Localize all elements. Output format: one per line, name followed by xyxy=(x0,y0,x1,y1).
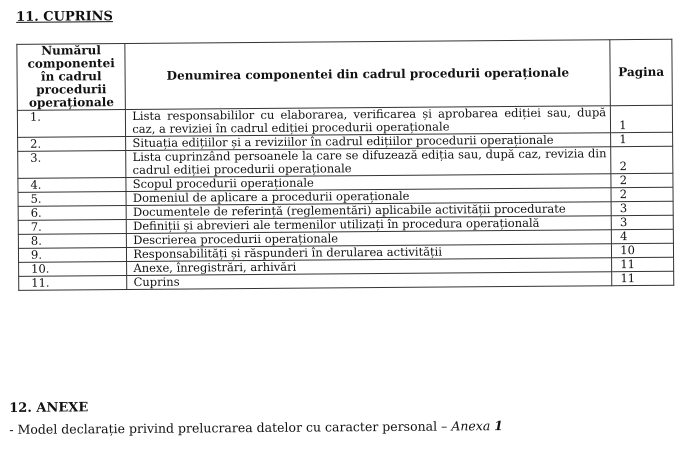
row-page: 2 xyxy=(611,187,673,201)
row-number: 5. xyxy=(18,192,126,207)
header-component-number: Numărul componentei în cadrul procedurii operaționale xyxy=(17,44,126,111)
row-name: Responsabilități și răspunderi în derularea activității xyxy=(127,244,612,262)
row-page: 3 xyxy=(611,201,673,215)
row-name: Definiții și abrevieri ale termenilor utilizați în procedura operațională xyxy=(127,216,612,234)
header-page: Pagina xyxy=(610,39,672,105)
row-name: Cuprins xyxy=(127,272,612,290)
row-number: 3. xyxy=(18,151,127,179)
annex-reference xyxy=(451,418,503,433)
row-number: 1. xyxy=(17,110,126,138)
row-page: 2 xyxy=(611,146,673,173)
row-name: Documentele de referință (reglementări) aplicabile activității procedurate xyxy=(126,202,611,220)
section-title-anexe: 12. ANEXE xyxy=(9,400,89,416)
row-number: 8. xyxy=(18,234,126,249)
row-name: Descrierea procedurii operaționale xyxy=(127,230,612,248)
annex-item xyxy=(9,418,503,437)
row-name: Situația edițiilor și a reviziilor în cadrul edițiilor procedurii operaționale xyxy=(126,133,611,151)
annex-reference-number: 1 xyxy=(494,418,503,434)
annex-reference-label: Anexa xyxy=(451,418,495,434)
section-title-cuprins: 11. CUPRINS xyxy=(16,9,113,25)
row-page: 10 xyxy=(612,243,674,257)
row-number: 6. xyxy=(18,206,126,221)
row-page: 11 xyxy=(612,271,674,285)
row-page: 1 xyxy=(611,105,673,132)
row-name: Lista responsabililor cu elaborarea, verificarea și aprobarea ediției sau, după caz, a reviziei în cadrul ediției procedurii operaționale xyxy=(126,106,611,137)
row-number: 4. xyxy=(18,178,126,193)
row-name: Anexe, înregistrări, arhivări xyxy=(127,258,612,276)
table-header-row xyxy=(17,39,672,110)
row-number: 10. xyxy=(19,262,127,277)
row-page: 4 xyxy=(612,229,674,243)
header-component-name: Denumirea componentei din cadrul procedurii operaționale xyxy=(125,40,610,110)
annex-item-text: - Model declarație privind prelucrarea datelor cu caracter personal – xyxy=(9,418,452,437)
table-of-contents xyxy=(16,39,674,291)
row-name: Lista cuprinzând persoanele la care se difuzează ediția sau, după caz, revizia din cadrul ediției procedurii operaționale xyxy=(126,147,611,178)
row-name: Domeniul de aplicare a procedurii operaționale xyxy=(126,188,611,206)
row-number: 7. xyxy=(18,220,126,235)
row-page: 1 xyxy=(611,132,673,146)
row-number: 9. xyxy=(18,248,126,263)
row-page: 2 xyxy=(611,173,673,187)
row-name: Scopul procedurii operaționale xyxy=(126,174,611,192)
row-page: 3 xyxy=(611,215,673,229)
row-number: 11. xyxy=(19,276,127,291)
row-number: 2. xyxy=(18,137,126,152)
row-page: 11 xyxy=(612,257,674,271)
